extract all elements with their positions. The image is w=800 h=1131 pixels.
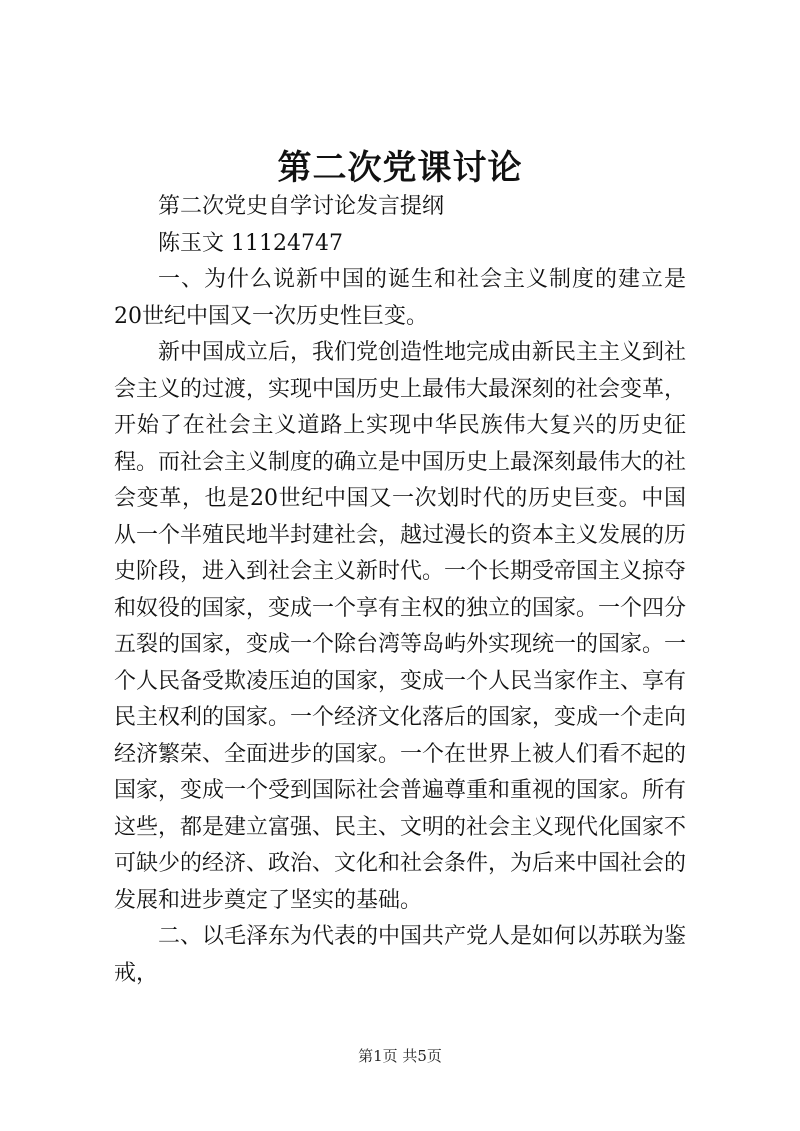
section-heading-1: 一、为什么说新中国的诞生和社会主义制度的建立是20世纪中国又一次历史性巨变。 xyxy=(114,267,686,329)
document-body xyxy=(114,189,686,992)
document-title: 第二次党课讨论 xyxy=(277,148,523,188)
author-line: 陈玉文 11124747 xyxy=(158,230,343,256)
page-footer: 第1页 共5页 xyxy=(358,1047,442,1065)
subtitle-line: 第二次党史自学讨论发言提纲 xyxy=(158,194,445,219)
section-heading-2: 二、以毛泽东为代表的中国共产党人是如何以苏联为鉴戒， xyxy=(114,924,687,986)
body-paragraph: 新中国成立后，我们党创造性地完成由新民主主义到社会主义的过渡，实现中国历史上最伟大最深刻的社会变革，开始了在社会主义道路上实现中华民族伟大复兴的历史征程。而社会主义制度的确立是中国历史上最深刻最伟大的社会变革，也是20世纪中国又一次划时代的历史巨变。中国从一个半殖民地半封建社会，越过漫长的资本主义发展的历史阶段，进入到社会主义新时代。一个长期受帝国主义掠夺和奴役的国家，变成一个享有主权的独立的国家。一个四分五裂的国家，变成一个除台湾等岛屿外实现统一的国家。一个人民备受欺凌压迫的国家，变成一个人民当家作主、享有民主权利的国家。一个经济文化落后的国家，变成一个走向经济繁荣、全面进步的国家。一个在世界上被人们看不起的国家，变成一个受到国际社会普遍尊重和重视的国家。所有这些，都是建立富强、民主、文明的社会主义现代化国家不可缺少的经济、政治、文化和社会条件，为后来中国社会的发展和进步奠定了坚实的基础。 xyxy=(114,340,687,913)
